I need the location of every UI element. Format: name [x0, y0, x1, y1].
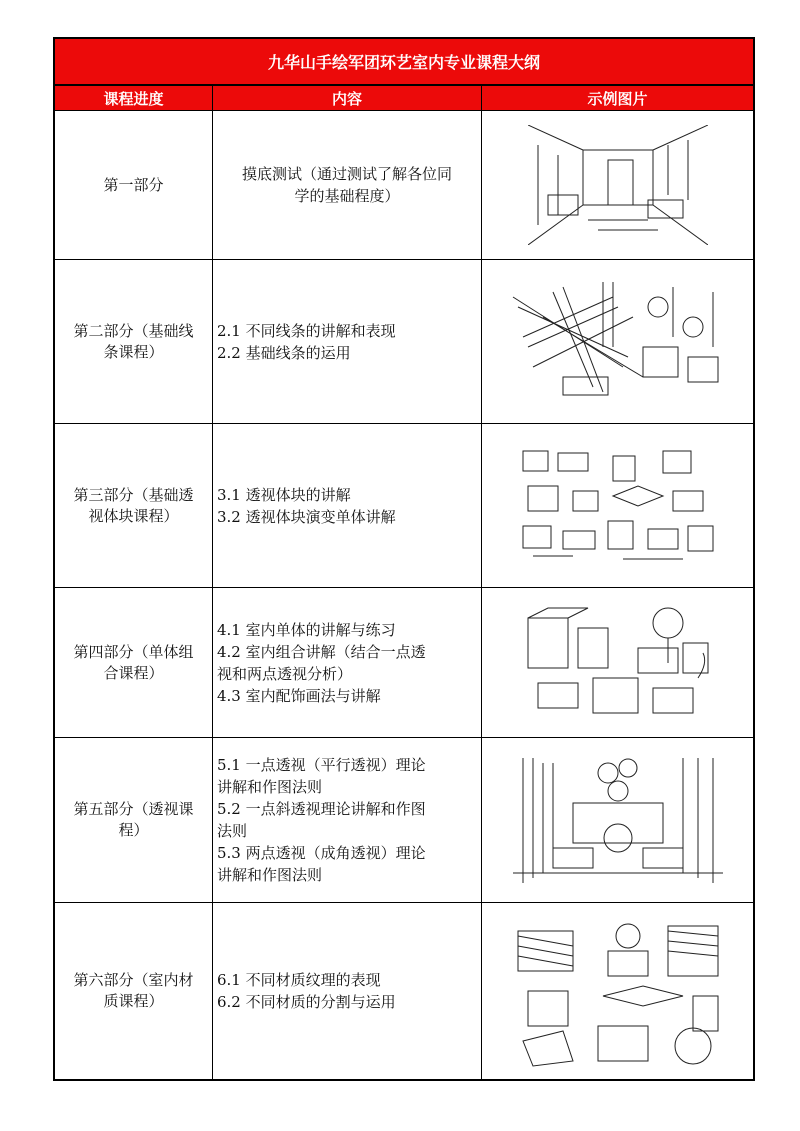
part-cell — [55, 111, 213, 259]
content-line: 5.3 两点透视（成角透视）理论 — [217, 844, 426, 862]
content-line: 讲解和作图法则 — [217, 778, 323, 796]
part-text: 第四部分（单体组 — [73, 642, 194, 661]
header-content: 内容 — [213, 86, 482, 110]
part-cell — [55, 738, 213, 902]
image-cell — [482, 903, 753, 1079]
content-line: 4.1 室内单体的讲解与练习 — [217, 620, 396, 639]
part-cell — [55, 588, 213, 737]
content-line: 2.2 基础线条的运用 — [217, 343, 351, 362]
content-line: 6.2 不同材质的分割与运用 — [217, 993, 396, 1011]
furniture-group-sketch — [518, 603, 718, 723]
material-texture-sketch — [503, 911, 733, 1071]
content-line: 讲解和作图法则 — [217, 866, 323, 884]
content-line: 3.1 透视体块的讲解 — [217, 485, 351, 504]
content-line: 6.1 不同材质纹理的表现 — [217, 971, 381, 989]
content-line: 5.2 一点斜透视理论讲解和作图 — [217, 800, 426, 818]
image-cell — [482, 260, 753, 423]
part-text: 条课程） — [103, 342, 164, 361]
interior-perspective-sketch — [528, 125, 708, 245]
content-line: 学的基础程度） — [294, 187, 400, 205]
content-cell — [213, 111, 482, 259]
part-text: 视体块课程） — [88, 506, 179, 525]
content-cell — [213, 424, 482, 587]
content-line: 4.2 室内组合讲解（结合一点透 — [217, 642, 426, 661]
content-line: 4.3 室内配饰画法与讲解 — [217, 686, 381, 705]
table-row — [55, 903, 753, 1079]
part-text: 第二部分（基础线 — [73, 321, 194, 340]
content-cell — [213, 588, 482, 737]
lobby-perspective-sketch — [513, 753, 723, 888]
image-cell — [482, 738, 753, 902]
content-cell — [213, 260, 482, 423]
part-cell — [55, 260, 213, 423]
image-cell — [482, 424, 753, 587]
part-text: 合课程） — [103, 663, 164, 682]
part-text: 第三部分（基础透 — [73, 485, 194, 504]
part-text: 质课程） — [103, 992, 164, 1010]
part-text: 第五部分（透视课 — [73, 800, 194, 818]
content-cell — [213, 903, 482, 1079]
part-text: 第一部分 — [103, 175, 164, 194]
content-cell — [213, 738, 482, 902]
part-cell — [55, 424, 213, 587]
course-outline-table — [53, 37, 755, 1081]
content-line: 2.1 不同线条的讲解和表现 — [217, 321, 396, 340]
header-row — [55, 86, 753, 111]
header-progress: 课程进度 — [55, 86, 213, 110]
image-cell — [482, 111, 753, 259]
content-line: 3.2 透视体块演变单体讲解 — [217, 507, 396, 526]
content-line: 5.1 一点透视（平行透视）理论 — [217, 756, 426, 774]
content-line: 法则 — [217, 822, 248, 840]
table-row — [55, 424, 753, 588]
table-row — [55, 111, 753, 260]
header-images: 示例图片 — [587, 89, 648, 108]
part-text: 第六部分（室内材 — [73, 971, 194, 989]
line-practice-sketch — [503, 277, 733, 407]
table-row — [55, 260, 753, 424]
table-row — [55, 588, 753, 738]
content-line: 摸底测试（通过测试了解各位同 — [241, 165, 452, 183]
part-text: 程） — [118, 821, 149, 839]
table-row — [55, 738, 753, 903]
table-title: 九华山手绘军团环艺室内专业课程大纲 — [55, 39, 753, 86]
image-cell — [482, 588, 753, 737]
perspective-blocks-sketch — [513, 441, 723, 571]
content-line: 视和两点透视分析） — [217, 664, 353, 683]
part-cell — [55, 903, 213, 1079]
